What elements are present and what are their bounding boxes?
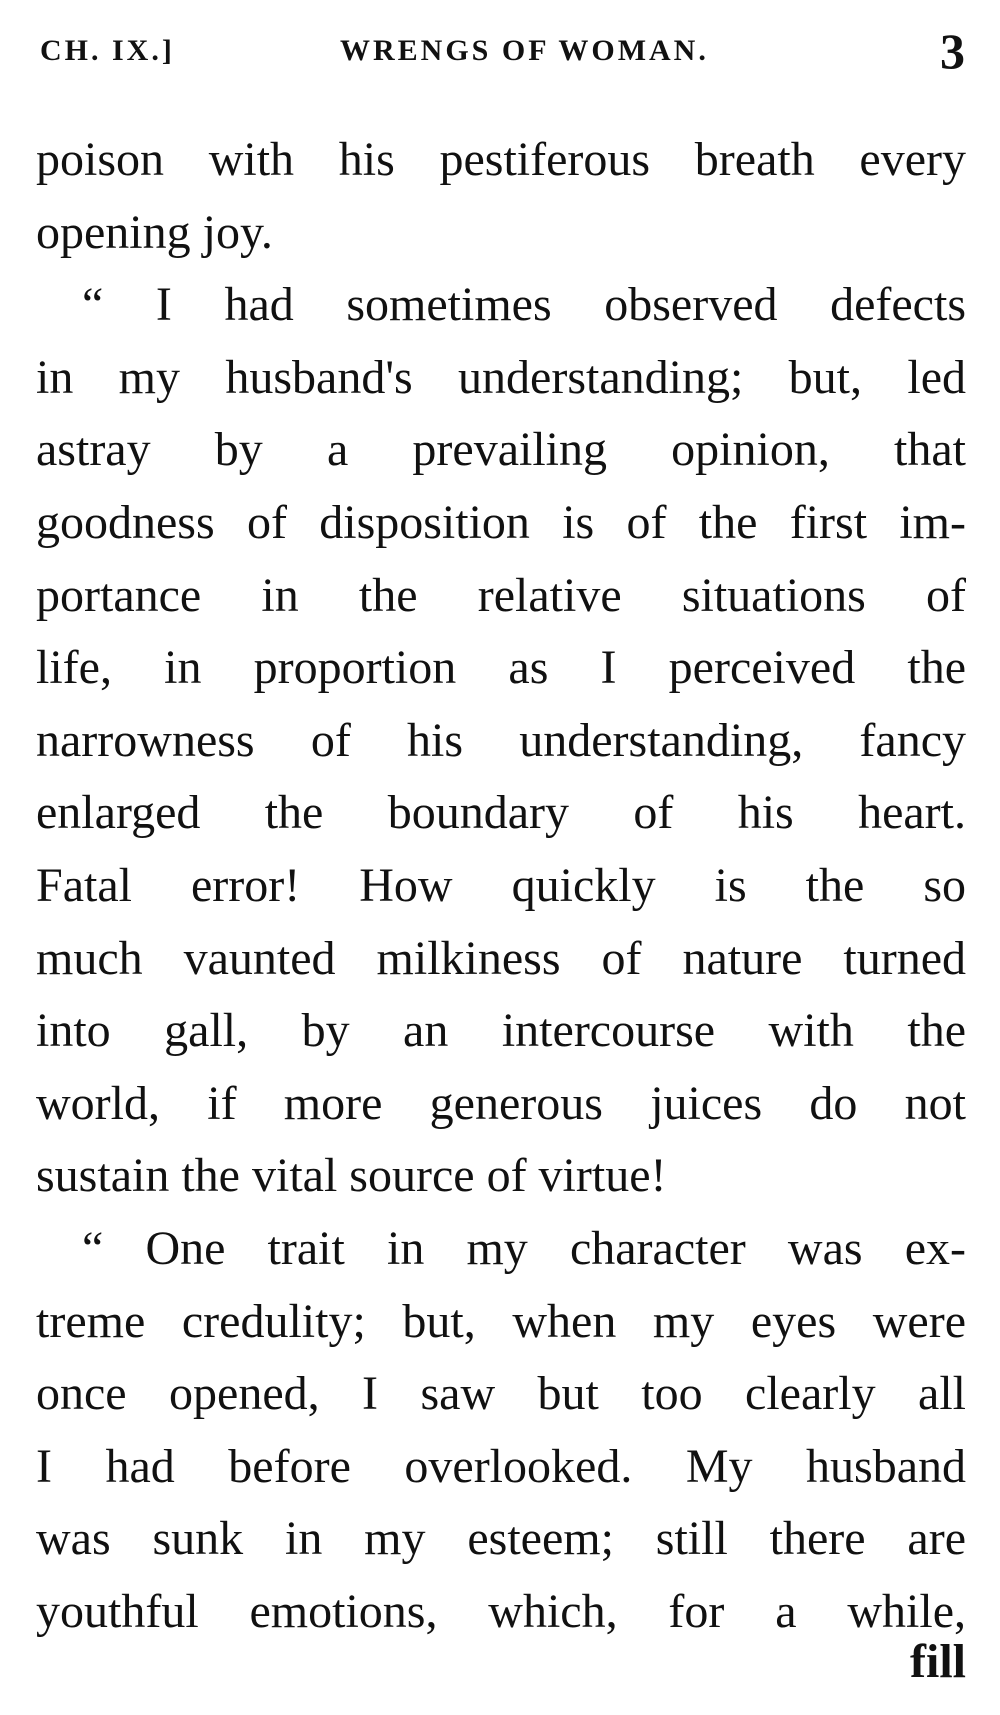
text-line: sustain the vital source of virtue! — [36, 1149, 667, 1203]
text-line: “ One trait in my character was ex- — [82, 1221, 966, 1275]
running-title: WRENGS OF WOMAN. — [340, 34, 709, 67]
text-line: narrowness of his understanding, fancy — [36, 713, 966, 767]
text-line: treme credulity; but, when my eyes were — [36, 1294, 966, 1348]
text-line: once opened, I saw but too clearly all — [36, 1367, 966, 1421]
chapter-marker: CH. IX.] — [40, 34, 175, 67]
text-line: was sunk in my esteem; still there are — [36, 1512, 966, 1566]
text-line: “ I had sometimes observed defects — [82, 278, 966, 332]
text-line: portance in the relative situations of — [36, 568, 966, 622]
text-line: Fatal error! How quickly is the so — [36, 858, 966, 912]
text-line: I had before overlooked. My husband — [36, 1439, 966, 1493]
text-line: poison with his pestiferous breath every — [36, 133, 966, 186]
text-line: enlarged the boundary of his heart. — [36, 786, 966, 840]
text-line: opening joy. — [36, 205, 273, 259]
text-line: world, if more generous juices do not — [36, 1076, 966, 1130]
page-number: 3 — [940, 23, 965, 79]
text-line: life, in proportion as I perceived the — [36, 641, 966, 695]
body-text — [36, 124, 966, 1648]
catchword: fill — [910, 1635, 966, 1688]
running-header — [40, 23, 965, 88]
text-line: astray by a prevailing opinion, that — [36, 423, 966, 477]
text-line: much vaunted milkiness of nature turned — [36, 931, 966, 985]
text-line: into gall, by an intercourse with the — [36, 1004, 966, 1058]
text-line: in my husband's understanding; but, led — [36, 350, 966, 404]
text-line: youthful emotions, which, for a while, — [36, 1584, 966, 1638]
text-line: goodness of disposition is of the first im- — [36, 495, 966, 549]
